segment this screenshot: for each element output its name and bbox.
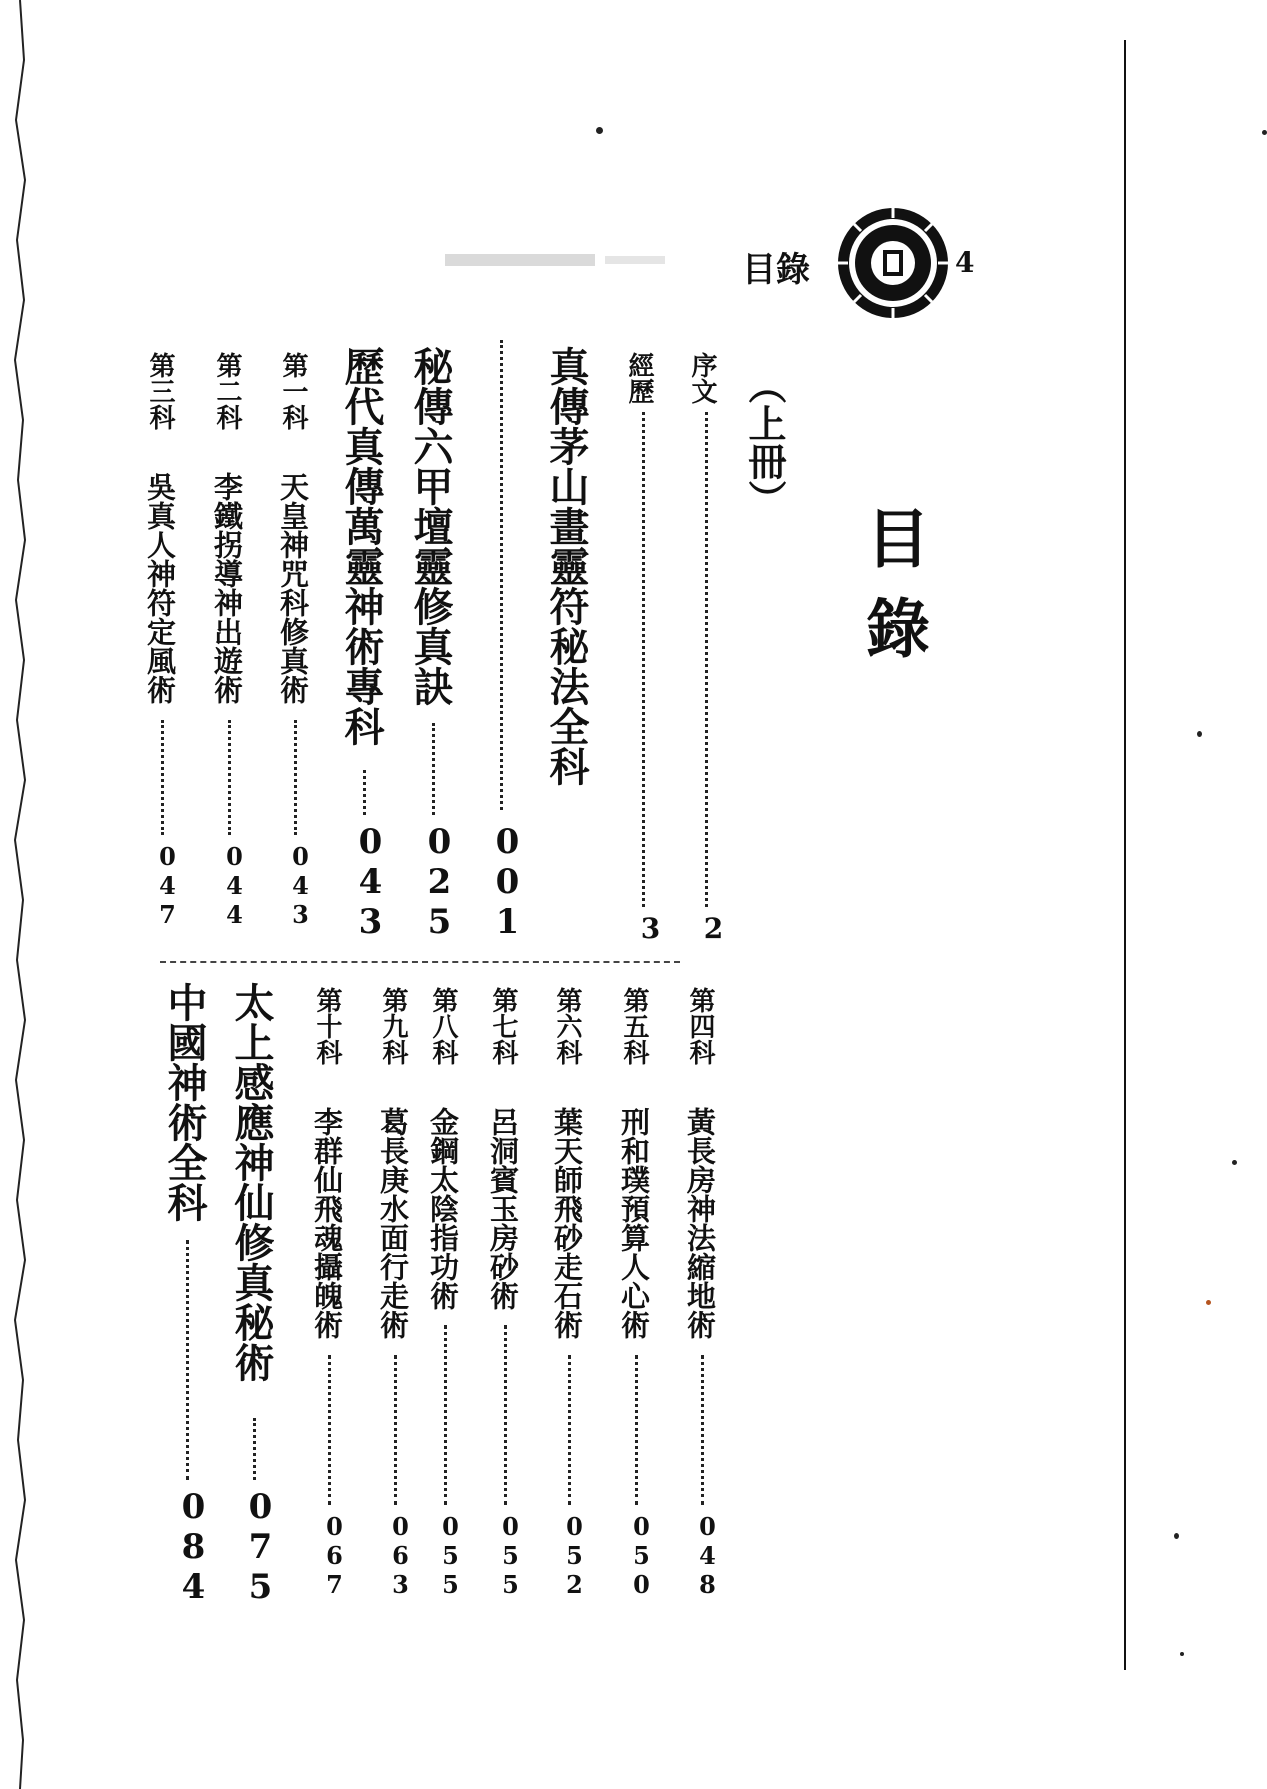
dot-leader [363, 770, 366, 815]
toc-entry-label: 葉天師飛砂走石術 [550, 1107, 584, 1339]
torn-binding-edge [0, 0, 40, 1789]
toc-entry-page: 001 [487, 822, 528, 942]
toc-section-number: 第四科 [685, 987, 715, 1065]
toc-section-number: 第八科 [428, 987, 458, 1065]
toc-entry-label: 歷代真傳萬靈神術專科 [338, 346, 385, 746]
dot-leader [705, 412, 708, 907]
dot-leader [432, 723, 435, 815]
toc-section-number: 第九科 [378, 987, 408, 1065]
toc-entry-label: 李鐵拐導神出遊術 [210, 472, 244, 704]
toc-entry-label: 秘傳六甲壇靈修真訣 [407, 346, 454, 706]
toc-section-number: 第六科 [552, 987, 582, 1065]
toc-entry-page: 2 [697, 912, 730, 945]
dot-leader [328, 1355, 331, 1505]
toc-section-number: 第三科 [145, 352, 175, 430]
toc-entry-page: 048 [693, 1512, 722, 1599]
dot-leader [161, 720, 164, 835]
toc-entry-label: 序文 [687, 352, 717, 404]
toc-entry-page: 047 [153, 842, 182, 929]
toc-entry-label: 天皇神咒科修真術 [276, 472, 310, 704]
dot-leader [568, 1355, 571, 1505]
toc-entry-label: 李群仙飛魂攝魄術 [310, 1107, 344, 1339]
toc-entry-label: 吳真人神符定風術 [143, 472, 177, 704]
toc-entry-label: 金鋼太陰指功術 [426, 1107, 460, 1310]
scan-speck [1232, 1160, 1237, 1165]
scan-speck [596, 127, 603, 134]
toc-entry-page: 055 [436, 1512, 465, 1599]
dot-leader [394, 1355, 397, 1505]
dot-leader [642, 412, 645, 907]
toc-entry-label: 中國神術全科 [161, 982, 208, 1222]
scan-smudge [445, 248, 675, 272]
toc-section-number: 第七科 [488, 987, 518, 1065]
toc-entry-label: 刑和璞預算人心術 [617, 1107, 651, 1339]
page-title: 目錄 [855, 505, 930, 685]
toc-entry-page: 044 [220, 842, 249, 929]
right-margin-rule [1124, 40, 1126, 1670]
toc-section-number: 第一科 [278, 352, 308, 430]
dot-leader [294, 720, 297, 835]
toc-entry-label: 經歷 [624, 352, 654, 404]
toc-section-number: 第二科 [212, 352, 242, 430]
dot-leader [500, 340, 503, 810]
toc-entry-page: 025 [419, 822, 460, 942]
toc-entry-label: 黃長房神法縮地術 [683, 1107, 717, 1339]
toc-entry-page: 3 [634, 912, 667, 945]
octagonal-seal-icon [835, 205, 951, 321]
toc-entry-label: 真傳茅山畫靈符秘法全科 [543, 346, 590, 786]
scan-speck [1174, 1533, 1179, 1539]
toc-section-number: 第十科 [312, 987, 342, 1065]
running-header-title: 目錄 [742, 250, 810, 290]
dot-leader [444, 1325, 447, 1505]
toc-entry-page: 055 [496, 1512, 525, 1599]
toc-entry-page: 050 [627, 1512, 656, 1599]
section-divider [160, 961, 680, 963]
scan-speck [1197, 731, 1202, 737]
toc-entry-page: 067 [320, 1512, 349, 1599]
scan-speck [1262, 130, 1267, 135]
toc-entry-page: 043 [286, 842, 315, 929]
dot-leader [701, 1355, 704, 1505]
dot-leader [186, 1240, 189, 1480]
dot-leader [228, 720, 231, 835]
toc-entry-page: 075 [240, 1487, 281, 1607]
toc-section-number: 第五科 [619, 987, 649, 1065]
toc-entry-label: 太上感應神仙修真秘術 [228, 982, 275, 1382]
toc-entry-page: 063 [386, 1512, 415, 1599]
dot-leader [504, 1325, 507, 1505]
toc-entry-page: 052 [560, 1512, 589, 1599]
toc-entry-label: 呂洞賓玉房砂術 [486, 1107, 520, 1310]
dot-leader [635, 1355, 638, 1505]
toc-entry-label: 葛長庚水面行走術 [376, 1107, 410, 1339]
toc-entry-page: 043 [350, 822, 391, 942]
page-number: 4 [955, 246, 975, 279]
scan-speck [1206, 1300, 1211, 1305]
dot-leader [253, 1418, 256, 1480]
toc-entry-page: 084 [173, 1487, 214, 1607]
volume-label: （上冊） [742, 366, 787, 518]
scan-speck [1180, 1652, 1184, 1656]
